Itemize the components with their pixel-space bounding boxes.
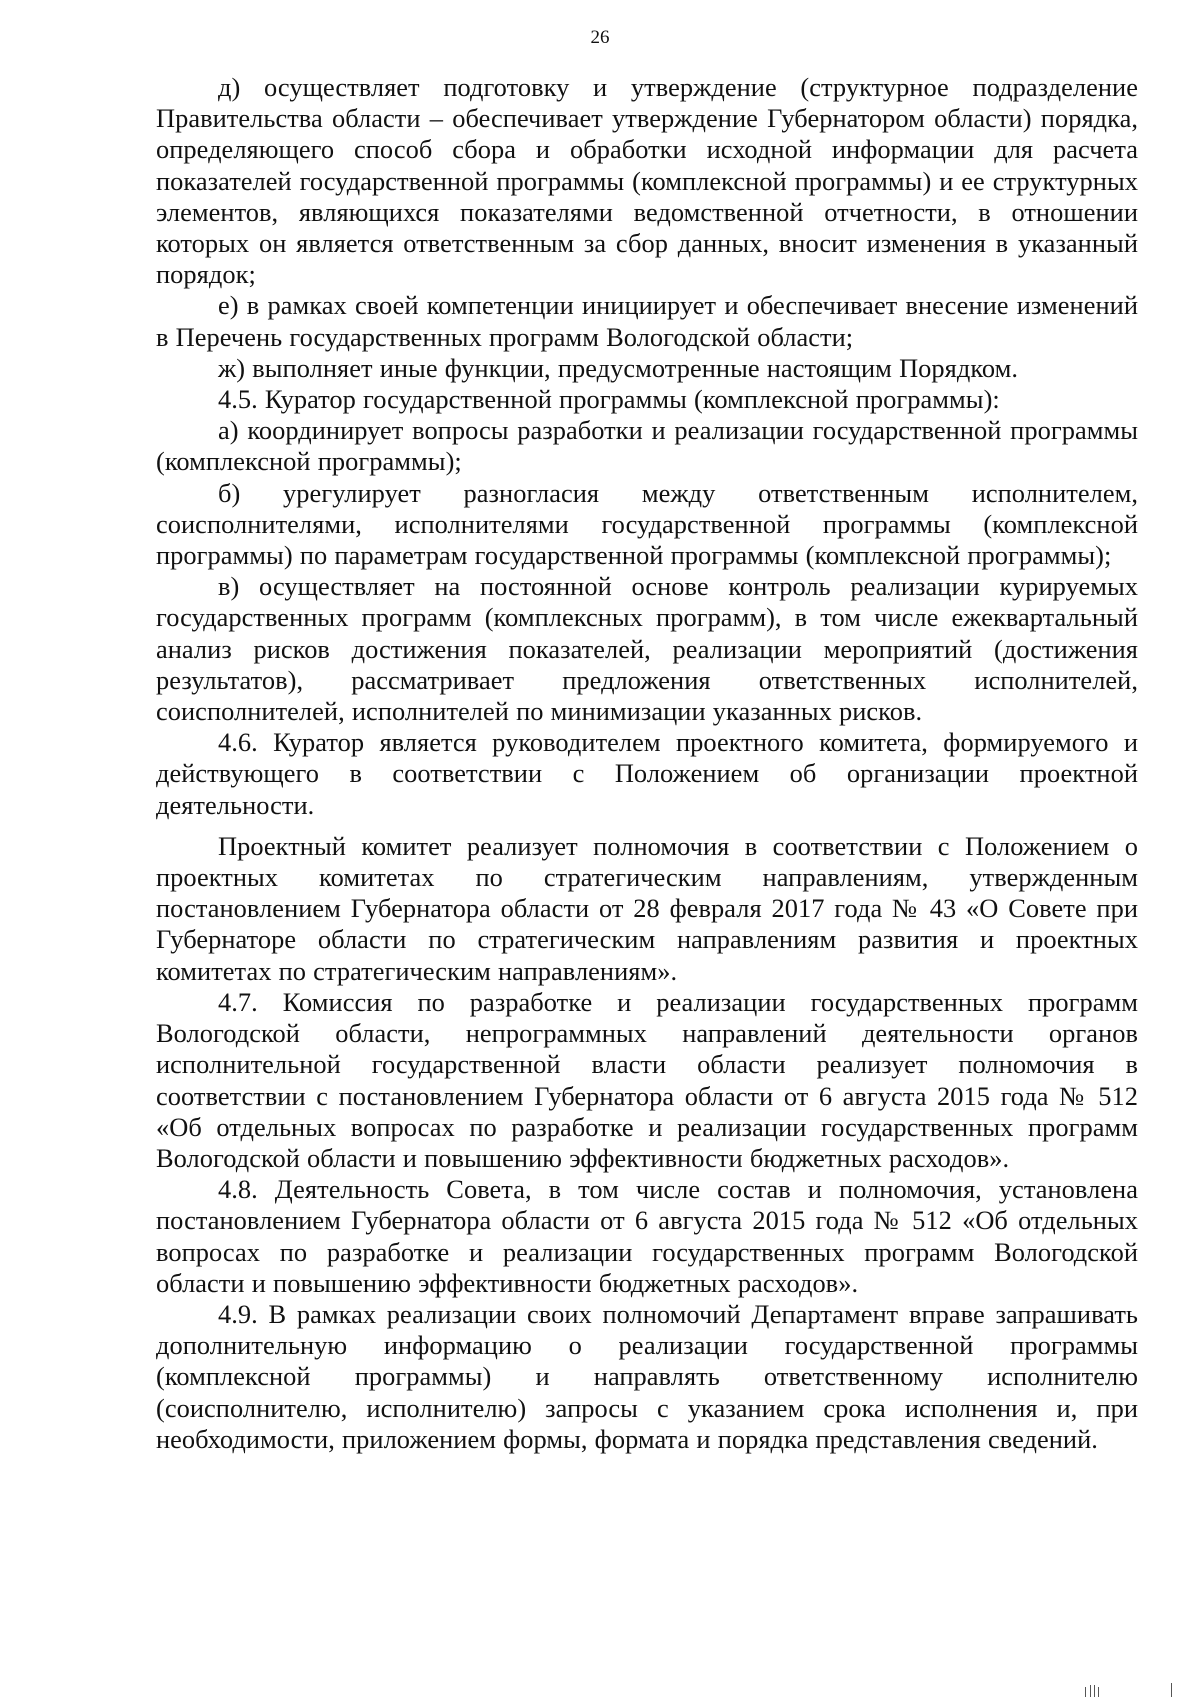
paragraph-4-5-v: в) осуществляет на постоянной основе контроль реализации курируемых государственных программ (комплексных программ), в том числе ежеквартальный анализ рисков достижения показателей, реализации мероприятий (достижения результатов), рассматривает предложения ответственных исполнителей, соисполнителей, исполнителей по минимизации указанных рисков. [156,571,1138,727]
paragraph-zh: ж) выполняет иные функции, предусмотренные настоящим Порядком. [218,352,1019,383]
page-number: 26 [590,27,610,48]
paragraph-4-6: 4.6. Куратор является руководителем проектного комитета, формируемого и действующего в соответствии с Положением об организации проектной деятельности. [156,727,1138,820]
paragraph-d: д) осуществляет подготовку и утверждение (структурное подразделение Правительства области – обеспечивает утверждение Губернатором области) порядка, определяющего способ сбора и обработки исходной информации для расчета показателей государственной программы (комплексной программы) и ее структурных элементов, являющихся показателями ведомственной отчетности, в отношении которых он является ответственным за сбор данных, вносит изменения в указанный порядок; [156,72,1138,290]
paragraph-e: е) в рамках своей компетенции инициирует и обеспечивает внесение изменений в Перечень государственных программ Вологодской области; [156,290,1138,352]
document-body [156,72,1138,1455]
paragraph-4-5: 4.5. Куратор государственной программы (комплексной программы): [218,384,1000,415]
paragraph-4-5-b: б) урегулирует разногласия между ответственным исполнителем, соисполнителями, исполнителями государственной программы (комплексной программы) по параметрам государственной программы (комплексной программы); [156,477,1138,571]
paragraph-4-5-a: а) координирует вопросы разработки и реализации государственной программы (комплексной программы); [156,415,1138,477]
paragraph-4-9: 4.9. В рамках реализации своих полномочий Департамент вправе запрашивать дополнительную информацию о реализации государственной программы (комплексной программы) и направлять ответственному исполнителю (соисполнителю, исполнителю) запросы с указанием срока исполнения и, при необходимости, приложением формы, формата и порядка представления сведений. [156,1298,1138,1454]
paragraph-gap [156,821,1138,831]
paragraph-4-7: 4.7. Комиссия по разработке и реализации государственных программ Вологодской области, непрограммных направлений деятельности органов исполнительной государственной власти области реализует полномочия в соответствии с постановлением Губернатора области от 6 августа 2015 года № 512 «Об отдельных вопросах по разработке и реализации государственных программ Вологодской области и повышению эффективности бюджетных расходов». [156,986,1138,1173]
scan-artifact-marks [1085,1682,1195,1697]
paragraph-project-committee: Проектный комитет реализует полномочия в соответствии с Положением о проектных комитетах по стратегическим направлениям, утвержденным постановлением Губернатора области от 28 февраля 2017 года № 43 «О Совете при Губернаторе области по стратегическим направлениям развития и проектных комитетах по стратегическим направлениям». [156,830,1138,986]
paragraph-4-8: 4.8. Деятельность Совета, в том числе состав и полномочия, установлена постановлением Губернатора области от 6 августа 2015 года № 512 «Об отдельных вопросах по разработке и реализации государственных программ Вологодской области и повышению эффективности бюджетных расходов». [156,1174,1138,1298]
